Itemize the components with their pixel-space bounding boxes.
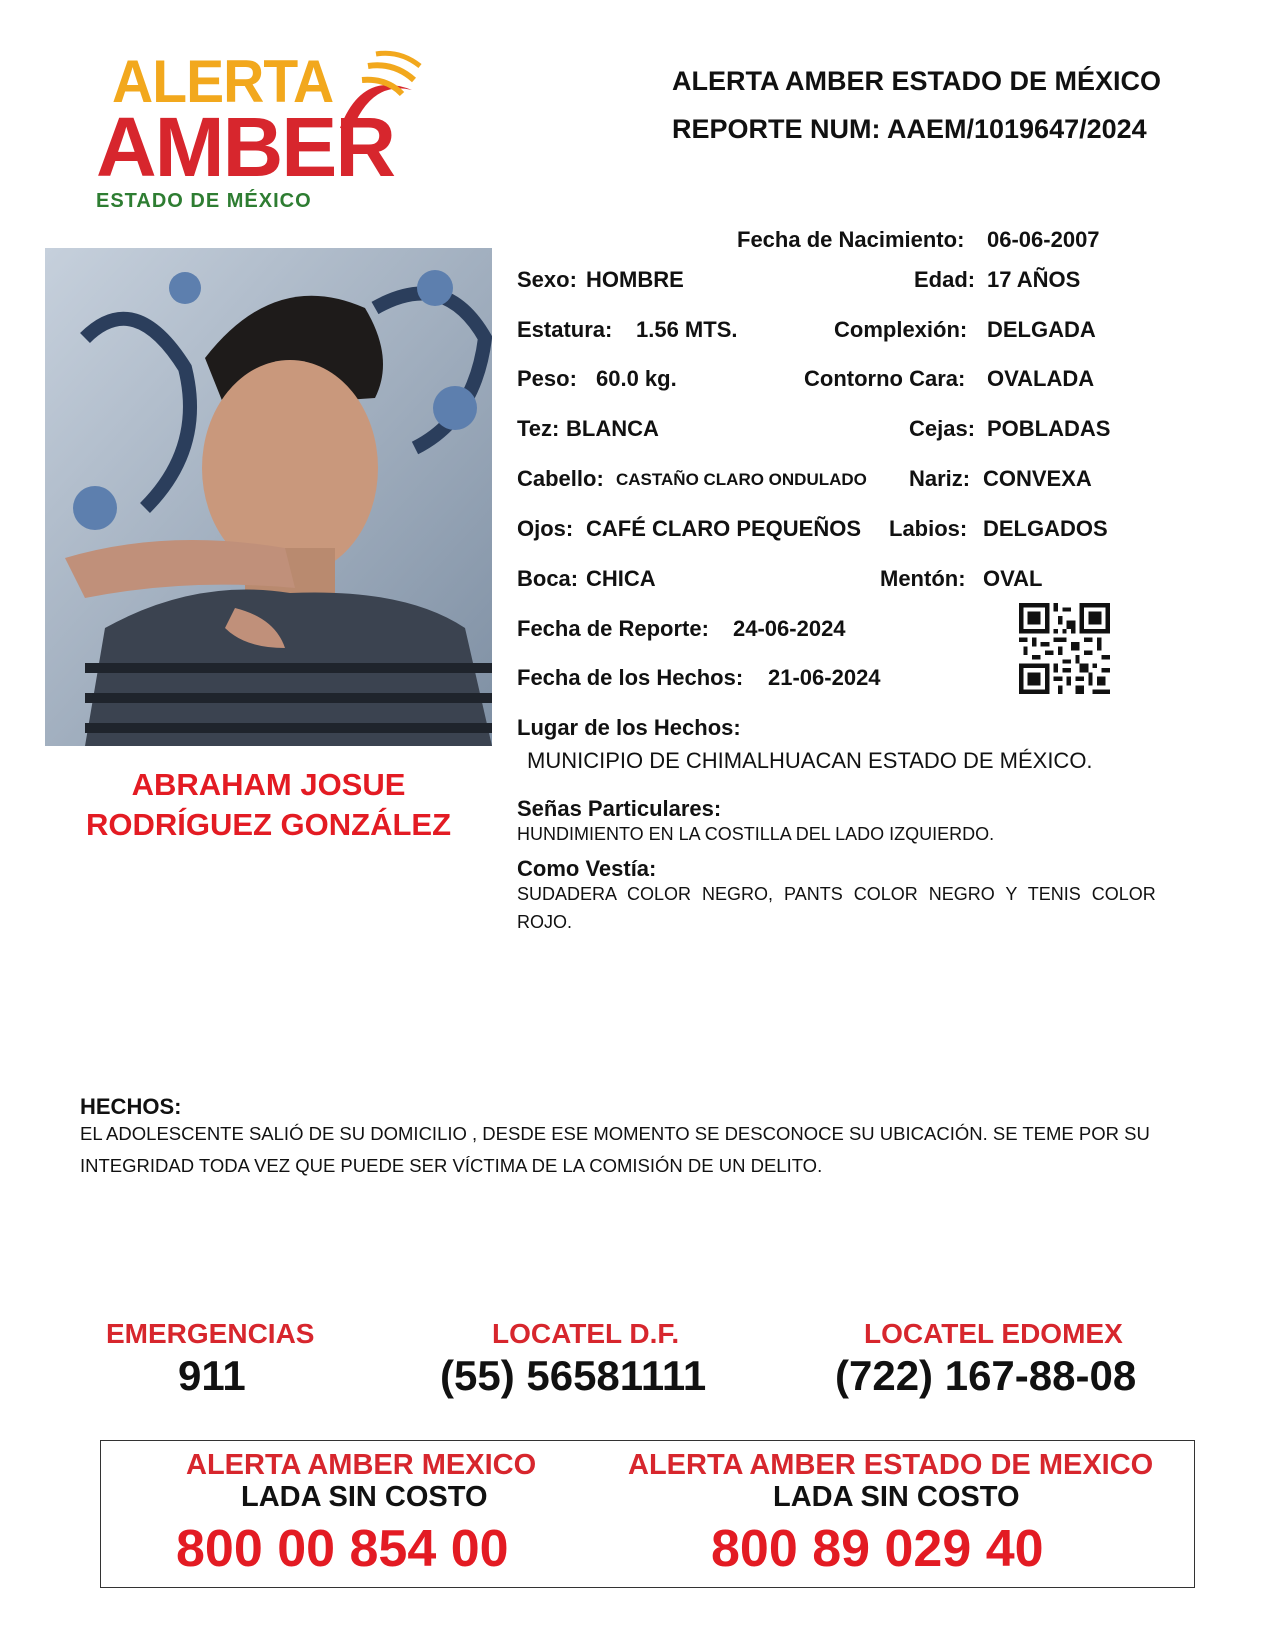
age-value: 17 AÑOS <box>987 267 1081 292</box>
locatel-df-label: LOCATEL D.F. <box>492 1318 680 1349</box>
emergency-label: EMERGENCIAS <box>106 1318 315 1349</box>
features-label: Señas Particulares: <box>517 796 722 821</box>
emergency-number[interactable]: 911 <box>178 1352 246 1399</box>
report-date-label: Fecha de Reporte: <box>517 616 709 641</box>
eyebrows-label: Cejas: <box>909 416 976 441</box>
clothing-label: Como Vestía: <box>517 856 657 881</box>
locatel-edomex-label: LOCATEL EDOMEX <box>864 1318 1123 1349</box>
lips-label: Labios: <box>889 516 968 541</box>
height-label: Estatura: <box>517 317 613 342</box>
mouth-value: CHICA <box>586 566 656 591</box>
hotline-mexico-number[interactable]: 800 00 854 00 <box>176 1520 509 1578</box>
sex-label: Sexo: <box>517 267 577 292</box>
hotline-mexico-subtitle: LADA SIN COSTO <box>241 1481 488 1513</box>
lips-value: DELGADOS <box>983 516 1108 541</box>
alerta-amber-logo <box>92 42 422 217</box>
hotline-edomex-number[interactable]: 800 89 029 40 <box>711 1520 1044 1578</box>
hair-label: Cabello: <box>517 466 604 491</box>
complexion-value: BLANCA <box>566 416 659 441</box>
locatel-edomex-number[interactable]: (722) 167-88-08 <box>835 1352 1137 1399</box>
birthdate-value: 06-06-2007 <box>987 227 1100 252</box>
sex-value: HOMBRE <box>586 267 684 292</box>
hotline-edomex-title: ALERTA AMBER ESTADO DE MEXICO <box>628 1449 1154 1481</box>
header-title: ALERTA AMBER ESTADO DE MÉXICO <box>672 66 1162 96</box>
qr-code-icon[interactable] <box>1019 603 1110 694</box>
mouth-label: Boca: <box>517 566 579 591</box>
face-shape-value: OVALADA <box>987 366 1095 391</box>
person-photo <box>45 248 492 746</box>
age-label: Edad: <box>914 267 976 292</box>
hotline-box <box>100 1440 1195 1588</box>
eyes-value: CAFÉ CLARO PEQUEÑOS <box>586 516 862 541</box>
location-value: MUNICIPIO DE CHIMALHUACAN ESTADO DE MÉXICO. <box>527 748 1093 773</box>
chin-label: Mentón: <box>880 566 966 591</box>
height-value: 1.56 MTS. <box>636 317 738 342</box>
weight-label: Peso: <box>517 366 577 391</box>
eyes-label: Ojos: <box>517 516 574 541</box>
locatel-df-number[interactable]: (55) 56581111 <box>440 1352 707 1399</box>
complexion-label: Tez: <box>517 416 560 441</box>
face-shape-label: Contorno Cara: <box>804 366 966 391</box>
person-name-last: RODRÍGUEZ GONZÁLEZ <box>85 807 452 842</box>
report-date-value: 24-06-2024 <box>733 616 846 641</box>
build-label: Complexión: <box>834 317 968 342</box>
logo-text-amber: AMBER <box>96 100 394 194</box>
alert-swoosh-icon <box>332 50 422 140</box>
nose-label: Nariz: <box>909 466 971 491</box>
location-label: Lugar de los Hechos: <box>517 715 741 740</box>
chin-value: OVAL <box>983 566 1043 591</box>
report-number: REPORTE NUM: AAEM/1019647/2024 <box>672 114 1147 144</box>
event-date-label: Fecha de los Hechos: <box>517 665 744 690</box>
features-value: HUNDIMIENTO EN LA COSTILLA DEL LADO IZQUIERDO. <box>517 824 995 844</box>
person-name-first: ABRAHAM JOSUE <box>131 767 406 802</box>
facts-text: EL ADOLESCENTE SALIÓ DE SU DOMICILIO , DESDE ESE MOMENTO SE DESCONOCE SU UBICACIÓN. SE TEME POR SU INTEGRIDAD TODA VEZ QUE PUEDE SER VÍCTIMA DE LA COMISIÓN DE UN DELITO. <box>80 1123 1150 1176</box>
eyebrows-value: POBLADAS <box>987 416 1111 441</box>
weight-value: 60.0 kg. <box>596 366 677 391</box>
logo-text-alerta: ALERTA <box>112 48 334 115</box>
birthdate-label: Fecha de Nacimiento: <box>737 227 965 252</box>
facts-label: HECHOS: <box>80 1094 182 1119</box>
photo-image <box>45 248 492 746</box>
hotline-edomex-subtitle: LADA SIN COSTO <box>773 1481 1020 1513</box>
clothing-value: SUDADERA COLOR NEGRO, PANTS COLOR NEGRO Y TENIS COLOR ROJO. <box>517 884 1156 932</box>
event-date-value: 21-06-2024 <box>768 665 881 690</box>
nose-value: CONVEXA <box>983 466 1092 491</box>
hotline-mexico-title: ALERTA AMBER MEXICO <box>186 1449 537 1481</box>
build-value: DELGADA <box>987 317 1096 342</box>
hair-value: CASTAÑO CLARO ONDULADO <box>616 470 867 489</box>
logo-text-estado: ESTADO DE MÉXICO <box>96 190 312 212</box>
